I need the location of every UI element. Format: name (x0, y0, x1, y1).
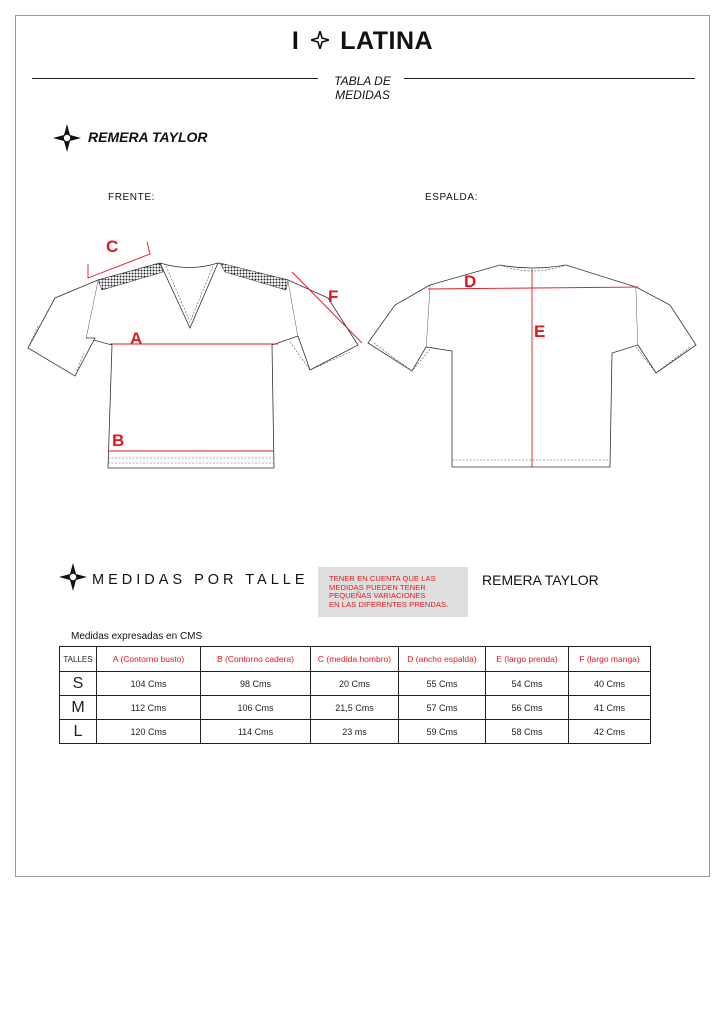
table-header-cell: D (ancho espalda) (399, 647, 486, 672)
header-divider-right (404, 78, 695, 79)
subtitle-line-1: TABLA DE (334, 74, 391, 88)
measure-letter-b: B (112, 431, 125, 450)
measure-letter-a: A (130, 329, 143, 348)
product-title: REMERA TAYLOR (88, 129, 208, 145)
brand-name: LATINA (340, 27, 434, 55)
table-row (60, 696, 651, 720)
sizes-section-title: MEDIDAS POR TALLE (92, 572, 309, 588)
sizes-product-name: REMERA TAYLOR (482, 572, 599, 588)
size-cell: S (60, 672, 97, 696)
table-cell: 40 Cms (569, 672, 651, 696)
table-cell: 41 Cms (569, 696, 651, 720)
table-cell: 106 Cms (201, 696, 311, 720)
measure-letter-e: E (534, 322, 546, 341)
variation-note (318, 567, 468, 617)
table-header-row (60, 647, 651, 672)
size-table (59, 646, 651, 744)
units-label: Medidas expresadas en CMS (71, 631, 203, 642)
table-cell: 42 Cms (569, 720, 651, 744)
front-garment-sketch (20, 230, 370, 480)
table-row (60, 672, 651, 696)
page-subtitle (300, 74, 425, 102)
table-cell: 120 Cms (97, 720, 201, 744)
table-cell: 104 Cms (97, 672, 201, 696)
note-line-4: EN LAS DIFERENTES PRENDAS. (329, 599, 449, 609)
measure-letter-f: F (328, 287, 339, 306)
compass-star-icon (59, 563, 87, 591)
measure-letter-c: C (106, 237, 119, 256)
table-cell: 20 Cms (311, 672, 399, 696)
table-header-cell: TALLES (60, 647, 97, 672)
table-cell: 23 ms (311, 720, 399, 744)
subtitle-line-2: MEDIDAS (335, 88, 390, 102)
size-cell: M (60, 696, 97, 720)
table-cell: 58 Cms (486, 720, 569, 744)
table-cell: 57 Cms (399, 696, 486, 720)
table-cell: 59 Cms (399, 720, 486, 744)
table-header-cell: E (largo prenda) (486, 647, 569, 672)
size-cell: L (60, 720, 97, 744)
table-cell: 21,5 Cms (311, 696, 399, 720)
table-cell: 98 Cms (201, 672, 311, 696)
table-header-cell: A (Contorno busto) (97, 647, 201, 672)
brand-prefix: I (291, 27, 300, 55)
note-line-1: TENER EN CUENTA QUE LAS (329, 574, 436, 583)
brand-logo (0, 27, 725, 56)
table-cell: 114 Cms (201, 720, 311, 744)
compass-star-icon (53, 124, 81, 152)
table-cell: 55 Cms (399, 672, 486, 696)
table-cell: 54 Cms (486, 672, 569, 696)
table-row (60, 720, 651, 744)
table-cell: 56 Cms (486, 696, 569, 720)
back-view-label: ESPALDA: (425, 192, 478, 203)
table-header-cell: F (largo manga) (569, 647, 651, 672)
four-point-star-icon (311, 31, 329, 49)
header-divider-left (32, 78, 318, 79)
table-header-cell: C (medida hombro) (311, 647, 399, 672)
front-view-label: FRENTE: (108, 192, 155, 203)
note-line-2: MEDIDAS PUEDEN TENER (329, 582, 426, 592)
measure-letter-d: D (464, 272, 477, 291)
note-line-3: PEQUEÑAS VARIACIONES (329, 591, 426, 600)
table-cell: 112 Cms (97, 696, 201, 720)
table-header-cell: B (Contorno cadera) (201, 647, 311, 672)
back-garment-sketch (360, 255, 705, 475)
